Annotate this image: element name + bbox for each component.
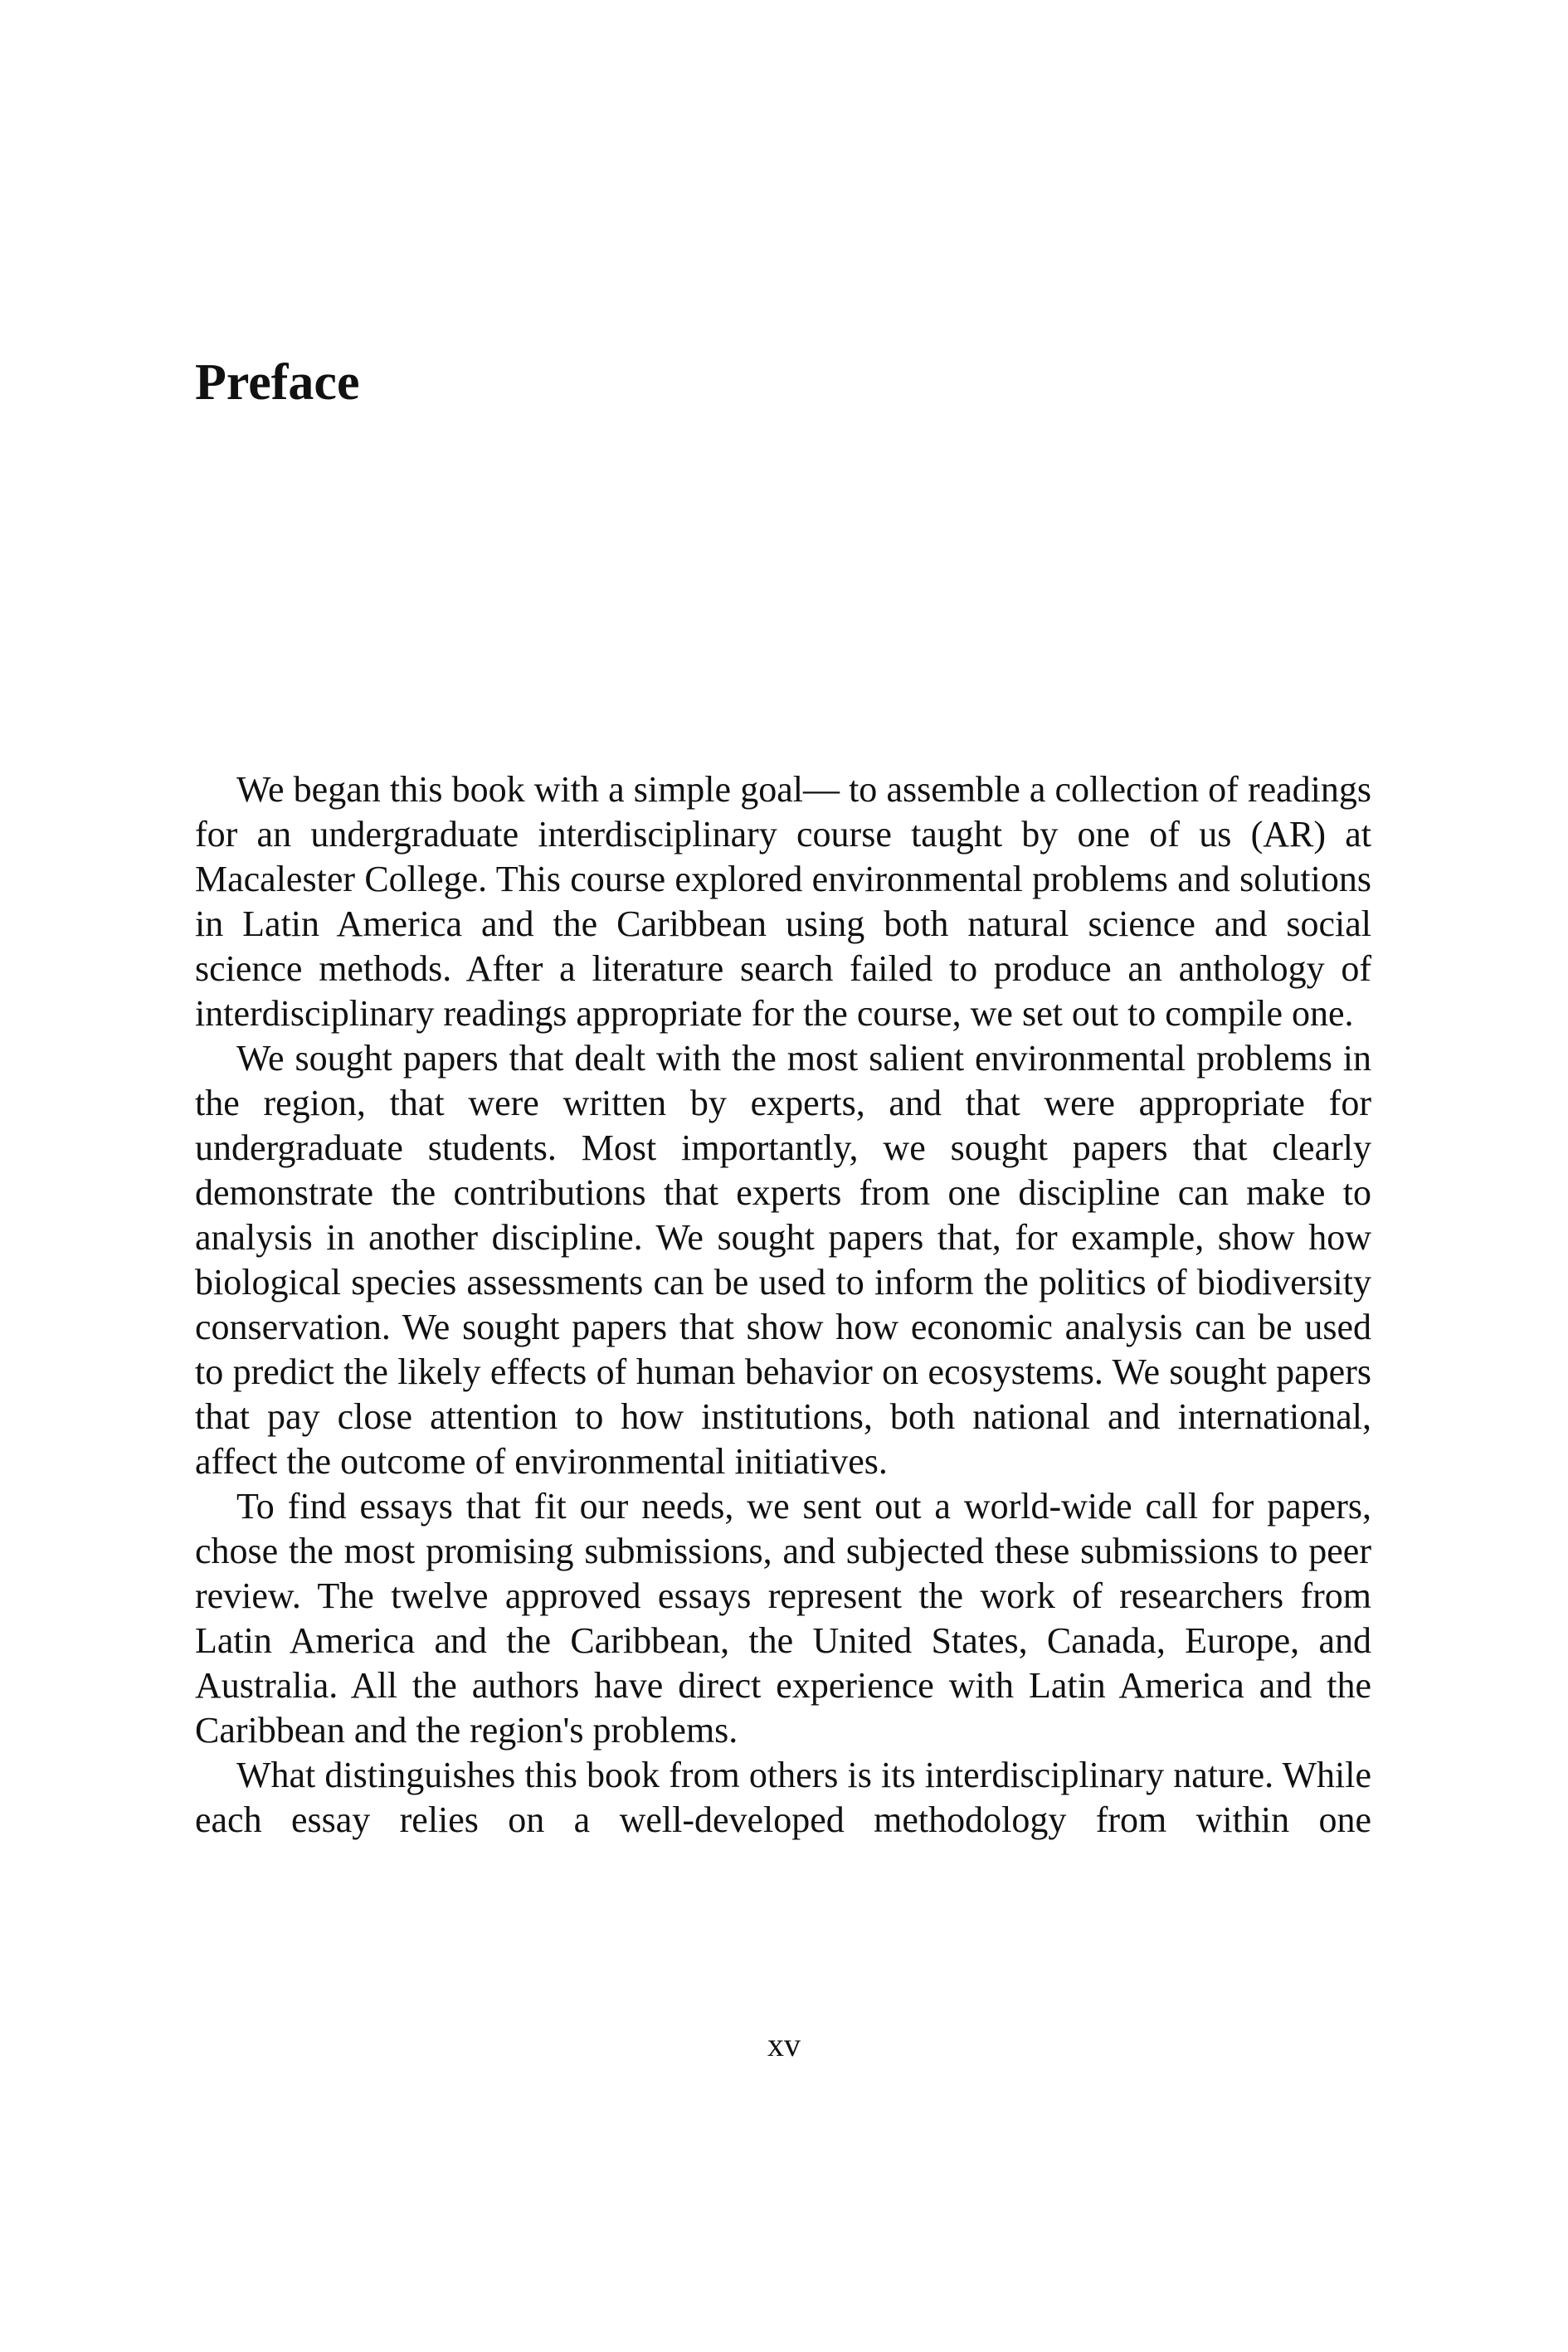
paragraph: To find essays that fit our needs, we sent out a world-wide call for papers, chose the most promising submissions, and subjected these submissions to peer review. The twelve approved essays represent the work of researchers from Latin America and the Caribbean, the United States, Canada, Europe, and Australia. All the authors have direct experience with Latin America and the Caribbean and the region's problems.: [195, 1486, 1371, 1751]
page-number: xv: [767, 2026, 801, 2063]
paragraph: We began this book with a simple goal— to assemble a collection of readings for an undergraduate interdisciplinary course taught by one of us (AR) at Macalester College. This course explored environmental problems and solutions in Latin America and the Caribbean using both natural science and social science methods. After a literature search failed to produce an anthology of interdisciplinary readings appropriate for the course, we set out to compile one.: [195, 769, 1371, 1034]
body-text: [195, 767, 1371, 1843]
page-title: Preface: [195, 354, 360, 411]
paragraph: We sought papers that dealt with the most salient environmental problems in the region, that were written by experts, and that were appropriate for undergraduate students. Most importantly, we sought papers that clearly demonstrate the contributions that experts from one discipline can make to analysis in another discipline. We sought papers that, for example, show how biological species assessments can be used to inform the politics of biodiversity conservation. We sought papers that show how economic analysis can be used to predict the likely effects of human behavior on ecosystems. We sought papers that pay close attention to how institutions, both national and international, affect the outcome of environmental initiatives.: [195, 1038, 1371, 1482]
paragraph: What distinguishes this book from others is its interdisciplinary nature. While each essay relies on a well-developed methodology from within one: [195, 1755, 1371, 1840]
